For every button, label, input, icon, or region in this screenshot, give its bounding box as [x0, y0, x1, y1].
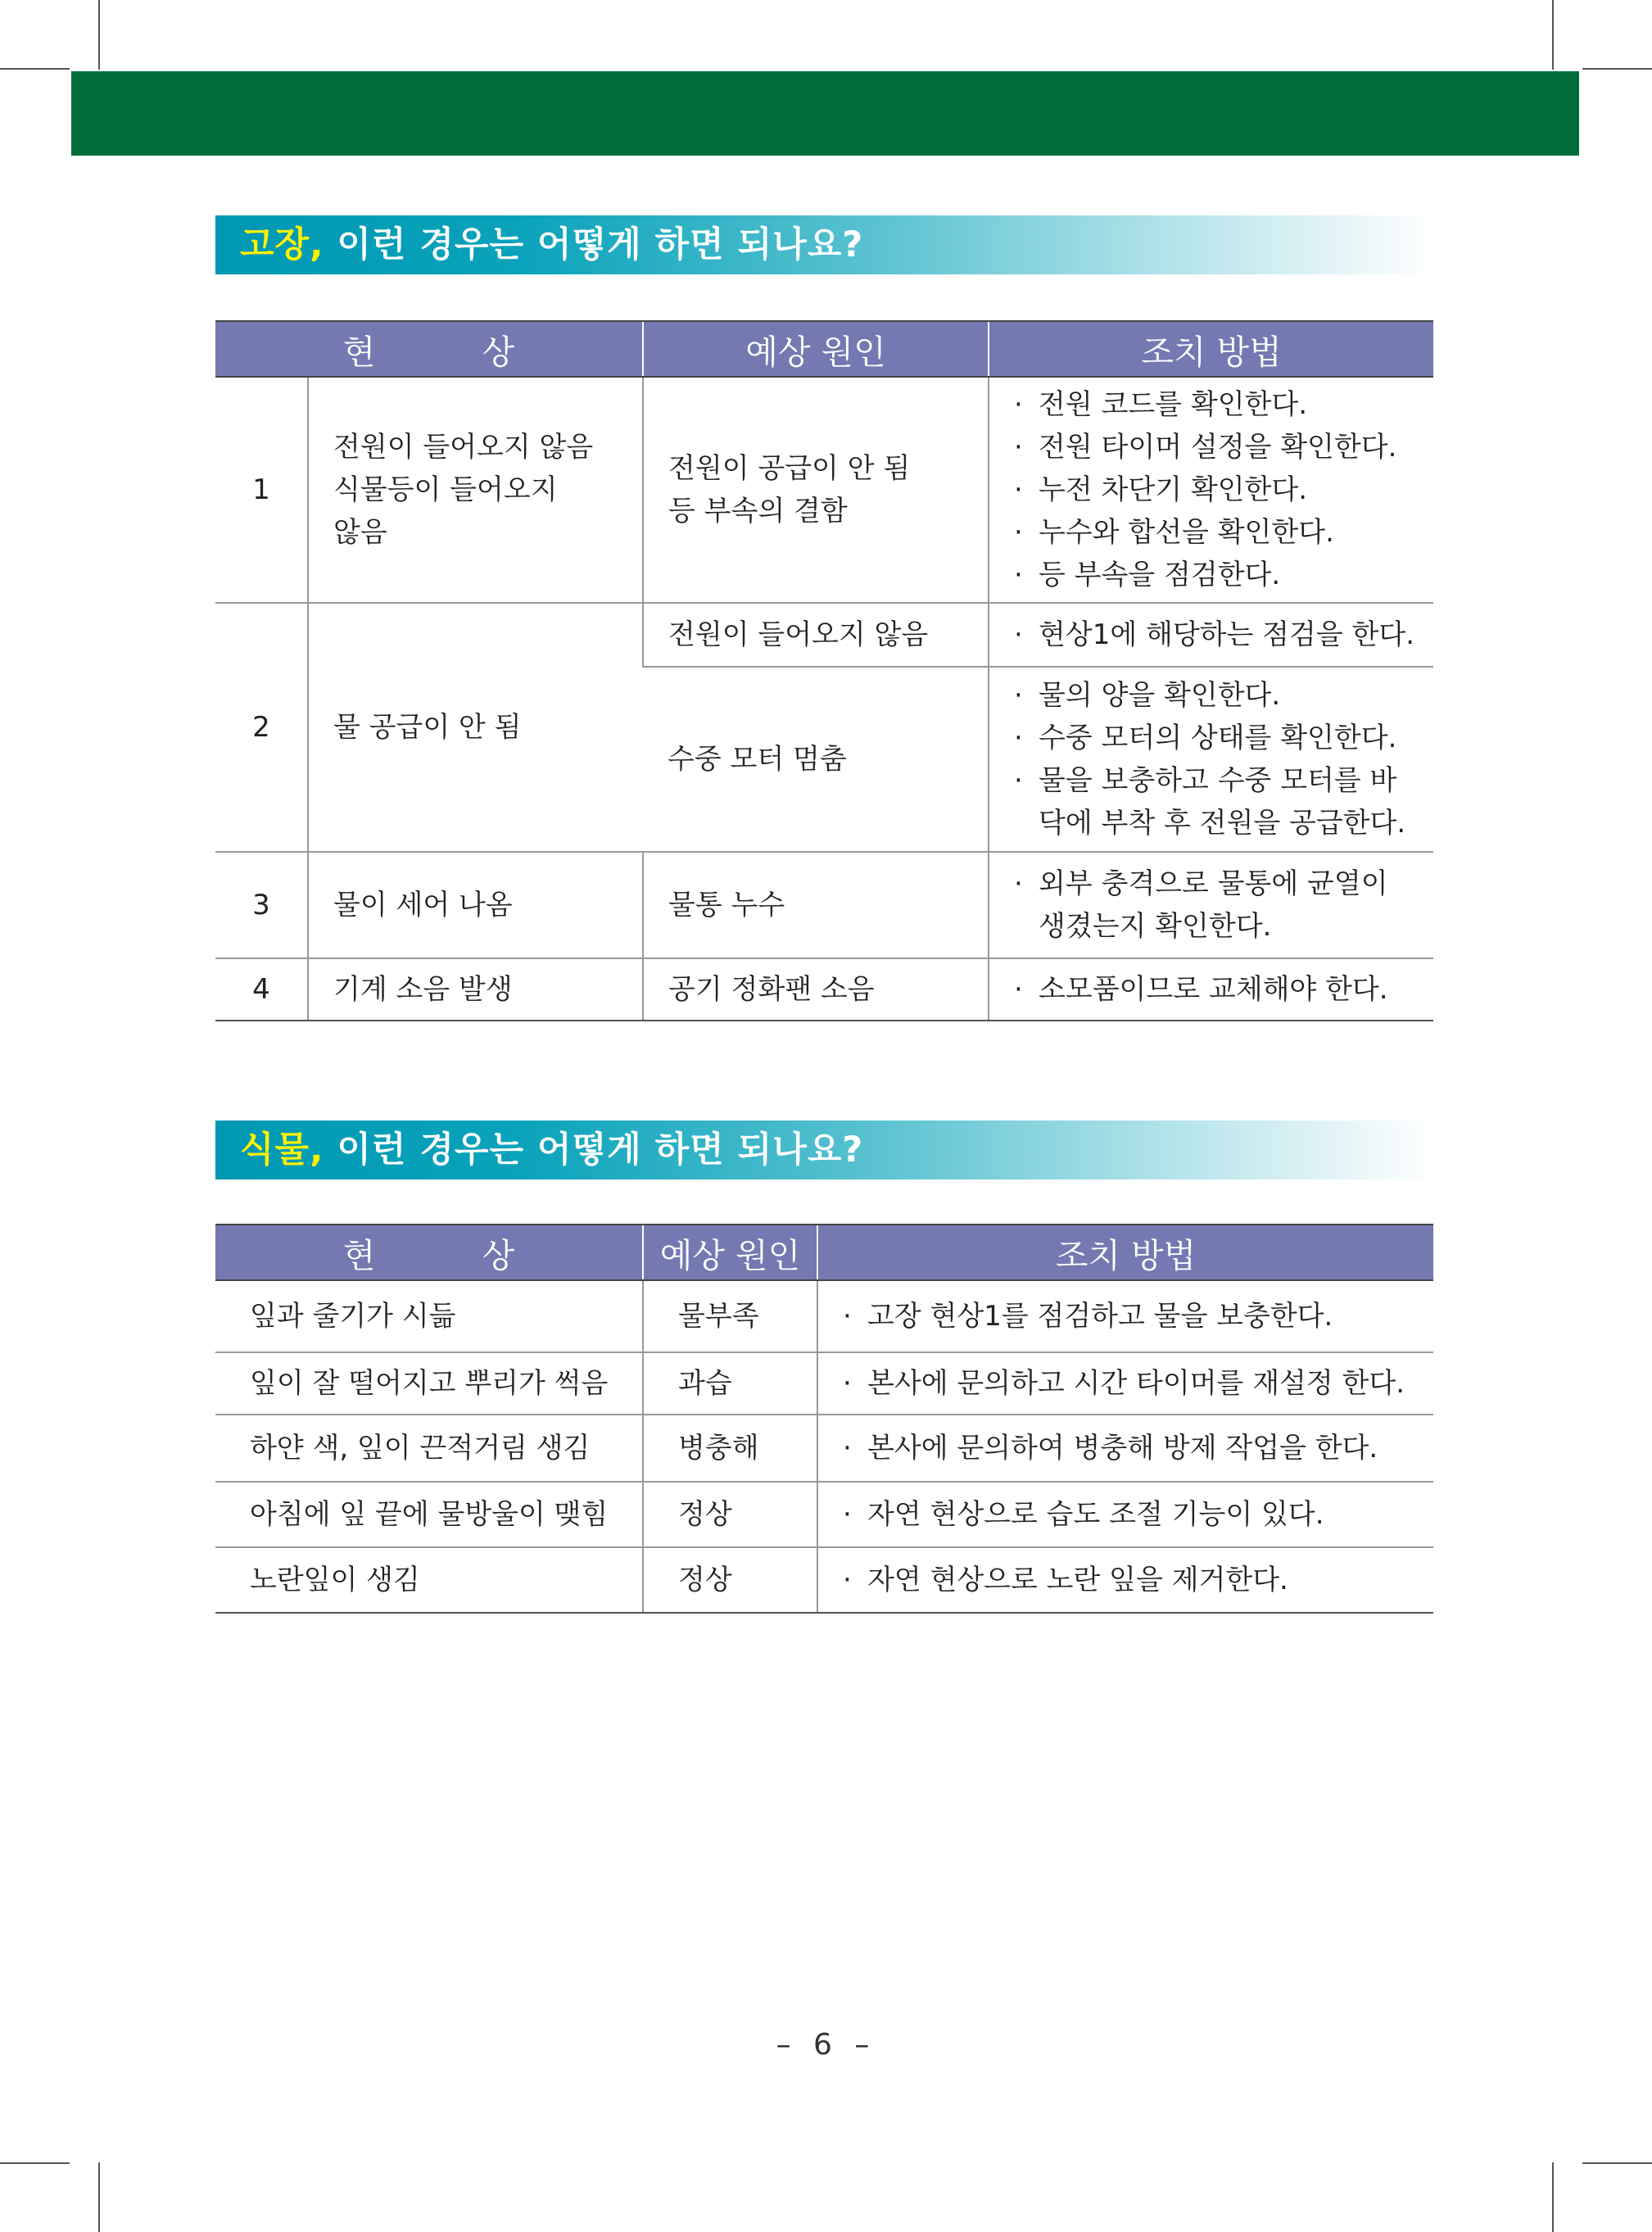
section-heading-plants — [215, 1121, 1433, 1179]
action-item: · 고장 현상1를 점검하고 물을 보충한다. — [843, 1300, 1333, 1333]
header-cause: 예상 원인 — [643, 321, 989, 377]
cause-cell: 물통 누수 — [643, 852, 989, 958]
header-band — [71, 71, 1579, 156]
crop-mark — [0, 2162, 70, 2164]
header-action: 조치 방법 — [817, 1225, 1433, 1280]
cause-cell: 병충해 — [643, 1415, 817, 1482]
table-row — [215, 1547, 1433, 1613]
action-cell — [989, 667, 1433, 852]
action-cell — [989, 852, 1433, 958]
action-item: · 전원 코드를 확인한다. — [1014, 388, 1308, 421]
symptom-cell: 하얀 색, 잎이 끈적거림 생김 — [215, 1415, 643, 1482]
malfunction-table — [215, 320, 1433, 1021]
table-row — [215, 603, 1433, 667]
action-item: · 자연 현상으로 노란 잎을 제거한다. — [843, 1564, 1288, 1596]
action-item: · 본사에 문의하여 병충해 방제 작업을 한다. — [843, 1432, 1378, 1465]
table-header-row — [215, 1225, 1433, 1280]
symptom-cell: 전원이 들어오지 않음 식물등이 들어오지 않음 — [308, 377, 643, 603]
table-row — [215, 377, 1433, 603]
cause-cell: 물부족 — [643, 1280, 817, 1352]
table-row — [215, 1415, 1433, 1482]
table-header-row — [215, 321, 1433, 377]
action-item: · 소모품이므로 교체해야 한다. — [1014, 973, 1388, 1006]
cause-cell: 전원이 들어오지 않음 — [643, 603, 989, 667]
symptom-cell: 기계 소음 발생 — [308, 958, 643, 1021]
section-heading-malfunction — [215, 215, 1433, 274]
action-cell — [817, 1415, 1433, 1482]
title-text: 이런 경우는 어떻게 하면 되나요? — [324, 224, 864, 265]
row-number: 4 — [215, 958, 308, 1021]
action-item: · 물의 양을 확인한다. — [1014, 679, 1281, 712]
cause-cell: 과습 — [643, 1352, 817, 1415]
table-row — [215, 1352, 1433, 1415]
action-item: · 누전 차단기 확인한다. — [1014, 473, 1308, 506]
action-item: · 본사에 문의하고 시간 타이머를 재설정 한다. — [843, 1367, 1405, 1400]
cause-cell: 전원이 공급이 안 됨 등 부속의 결함 — [643, 377, 989, 603]
title-keyword: 식물, — [240, 1130, 324, 1170]
row-number: 2 — [215, 603, 308, 852]
action-item: · 수중 모터의 상태를 확인한다. — [1014, 722, 1397, 754]
symptom-cell: 물이 세어 나옴 — [308, 852, 643, 958]
section-title — [240, 1121, 863, 1179]
action-cell — [817, 1482, 1433, 1547]
crop-mark — [98, 0, 100, 70]
cause-cell: 정상 — [643, 1482, 817, 1547]
title-keyword: 고장, — [240, 224, 324, 265]
header-symptom: 현 상 — [215, 321, 643, 377]
title-text: 이런 경우는 어떻게 하면 되나요? — [324, 1130, 864, 1170]
symptom-cell: 잎과 줄기가 시듦 — [215, 1280, 643, 1352]
action-item: · 전원 타이머 설정을 확인한다. — [1014, 431, 1397, 464]
header-action: 조치 방법 — [989, 321, 1433, 377]
cause-cell: 공기 정화팬 소음 — [643, 958, 989, 1021]
table-row — [215, 852, 1433, 958]
action-cell — [989, 377, 1433, 603]
action-cell — [989, 958, 1433, 1021]
action-item: · 물을 보충하고 수중 모터를 바닥에 부착 후 전원을 공급한다. — [1014, 764, 1406, 840]
header-symptom: 현 상 — [215, 1225, 643, 1280]
crop-mark — [98, 2162, 100, 2232]
symptom-cell: 아침에 잎 끝에 물방울이 맺힘 — [215, 1482, 643, 1547]
action-item: · 자연 현상으로 습도 조절 기능이 있다. — [843, 1498, 1324, 1531]
action-cell — [817, 1352, 1433, 1415]
crop-mark — [0, 68, 70, 70]
cause-cell: 정상 — [643, 1547, 817, 1613]
row-number: 1 — [215, 377, 308, 603]
symptom-cell: 물 공급이 안 됨 — [308, 603, 643, 852]
cause-cell: 수중 모터 멈춤 — [643, 667, 989, 852]
symptom-cell: 잎이 잘 떨어지고 뿌리가 썩음 — [215, 1352, 643, 1415]
crop-mark — [1552, 2162, 1554, 2232]
action-cell — [817, 1280, 1433, 1352]
section-title — [240, 215, 863, 274]
table-row — [215, 1280, 1433, 1352]
action-item: · 현상1에 해당하는 점검을 한다. — [1014, 618, 1415, 651]
symptom-cell: 노란잎이 생김 — [215, 1547, 643, 1613]
header-cause: 예상 원인 — [643, 1225, 817, 1280]
page-number: – 6 – — [776, 2028, 876, 2062]
table-row — [215, 958, 1433, 1021]
action-item: · 외부 충격으로 물통에 균열이 생겼는지 확인한다. — [1014, 867, 1388, 943]
row-number: 3 — [215, 852, 308, 958]
action-cell — [989, 603, 1433, 667]
plant-table — [215, 1224, 1433, 1614]
crop-mark — [1582, 2162, 1652, 2164]
crop-mark — [1552, 0, 1554, 70]
table-row — [215, 1482, 1433, 1547]
action-item: · 등 부속을 점검한다. — [1014, 559, 1281, 591]
crop-mark — [1582, 68, 1652, 70]
action-item: · 누수와 합선을 확인한다. — [1014, 516, 1334, 549]
action-cell — [817, 1547, 1433, 1613]
